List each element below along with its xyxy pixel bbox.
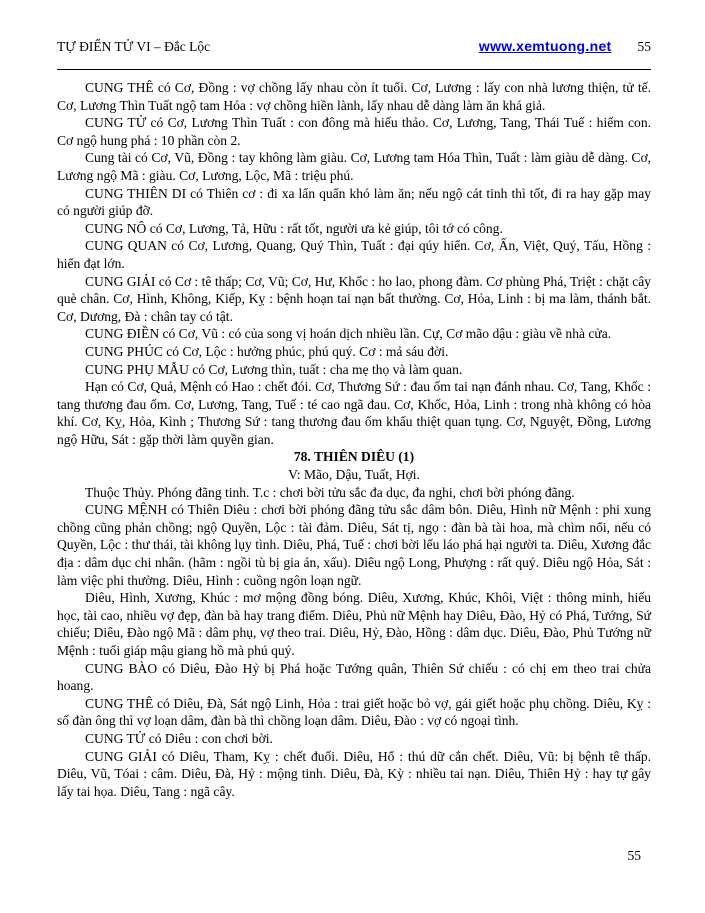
website-link[interactable]: www.xemtuong.net bbox=[478, 38, 612, 54]
document-body bbox=[57, 79, 651, 800]
body-paragraph: Cung tài có Cơ, Vũ, Đồng : tay không làm giàu. Cơ, Lương tam Hóa Thìn, Tuất : làm giàu dễ dàng. Cơ, Lương ngộ Mã : giàu. Cơ, Lương, Lộc, Mã : triệu phú. bbox=[57, 150, 651, 183]
body-paragraph: CUNG NÔ có Cơ, Lương, Tả, Hữu : rất tốt, người ưa kẻ giúp, tôi tớ có công. bbox=[85, 220, 503, 236]
body-paragraph: CUNG THÊ có Diêu, Đà, Sát ngộ Linh, Hỏa : trai giết hoặc bỏ vợ, gái giết hoặc phụ chồng. Diêu, Kỵ : số đàn ông thì vợ loạn dâm, đàn bà thì chồng loạn dâm. Diêu, Đào : vợ có ngoại tình. bbox=[57, 695, 651, 729]
body-paragraph: CUNG ĐIỀN có Cơ, Vũ : có của song vị hoán dịch nhiều lần. Cự, Cơ mão dậu : giàu về nhà cửa. bbox=[85, 326, 612, 342]
body-paragraph: CUNG TỬ có Cơ, Lương Thìn Tuất : con đông mà hiếu thảo. Cơ, Lương, Tang, Thái Tuế : hiếm con. Cơ ngộ hung phá : 10 phần còn 2. bbox=[57, 115, 651, 148]
section-subheading: V: Mão, Dậu, Tuất, Hợi. bbox=[288, 467, 420, 483]
footer-page-number: 55 bbox=[627, 848, 641, 863]
page-header bbox=[57, 38, 651, 55]
body-paragraph: CUNG BÀO có Diêu, Đào Hỷ bị Phá hoặc Tướng quân, Thiên Sứ chiếu : có chị em theo trai chửa hoang. bbox=[57, 660, 651, 694]
body-paragraph: CUNG QUAN có Cơ, Lương, Quang, Quý Thìn, Tuất : đại qúy hiển. Cơ, Ấn, Việt, Quý, Tấu, Hồng : hiển đạt lớn. bbox=[57, 238, 651, 271]
body-paragraph: CUNG MỆNH có Thiên Diêu : chơi bời phóng đãng tửu sắc dâm bôn. Diêu, Hình nữ Mệnh : phi xung chồng cũng phản chồng; ngộ Quyền, Lộc : tài đảm. Diêu, Sát tị, ngọ : đàn bà tài hoa, mà chìm nổi, nếu có Quyền, Lộc : thư thái, tài không lụy tình. Diêu, Phá, Tuế : chơi bời lếu láo phá hại người ta. Diêu, Xương đắc địa : dâm dục chi nhân. (hãm : ngồi tù bị gia án, xấu). Diêu ngộ Long, Phượng : rất quý. Diêu ngộ Hỏa, Sát : làm việc phi thường. Diêu, Hình : cuồng ngôn loạn ngữ. bbox=[57, 502, 651, 588]
body-paragraph: Thuộc Thủy. Phóng đãng tinh. T.c : chơi bời tửu sắc đa dục, đa nghi, chơi bời phóng đãng. bbox=[85, 484, 575, 500]
page-footer bbox=[57, 848, 641, 864]
section-heading: 78. THIÊN DIÊU (1) bbox=[293, 449, 415, 465]
document-title: TỰ ĐIỂN TỬ VI – Đắc Lộc bbox=[57, 39, 211, 54]
body-paragraph: CUNG PHÚC có Cơ, Lộc : hưởng phúc, phú quý. Cơ : mả sáu đời. bbox=[85, 343, 449, 359]
header-divider bbox=[57, 69, 651, 70]
body-paragraph: Diêu, Hình, Xương, Khúc : mơ mộng đồng bóng. Diêu, Xương, Khúc, Khôi, Việt : thông minh, hiếu học, tài cao, nhiều vợ đẹp, đàn bà hay trang điểm. Diêu, Phủ nữ Mệnh hay Diêu, Đào, Hỷ có Phá, Tướng, Sứ chiếu; Diêu, Đào ngộ Mã : dâm phụ, vợ theo trai. Diêu, Hỷ, Đào, Hồng : dâm dục. Diêu, Đào, Phủ Tướng nữ Mệnh : tuổi giáp mậu giang hồ mà phú quý. bbox=[57, 590, 651, 658]
header-page-number: 55 bbox=[637, 39, 651, 54]
header-right-group bbox=[479, 38, 651, 55]
body-paragraph: Hạn có Cơ, Quả, Mệnh có Hao : chết đói. Cơ, Thương Sứ : đau ốm tai nạn đánh nhau. Cơ, Tang, Khốc : tang thương đau ốm. Cơ, Lương, Tang, Tuế : té cao ngã đau. Cơ, Khốc, Hỏa, Linh : trong nhà không có hòa khí. Cơ, Kỵ, Hỏa, Kình ; Thương Sứ : tang thương đau ốm khẩu thiệt quan tụng. Cơ, Nguyệt, Đồng, Lương ngộ Hữu, Sát : gặp thời làm quyền gian. bbox=[57, 379, 651, 447]
body-paragraph: CUNG THIÊN DI có Thiên cơ : đi xa lẩn quẩn khó làm ăn; nếu ngộ cát tinh thì tốt, đi ra hay gặp may có người giúp đỡ. bbox=[57, 185, 651, 219]
body-paragraph: CUNG GIẢI có Diêu, Tham, Kỵ : chết đuối. Diêu, Hổ : thú dữ cắn chết. Diêu, Vũ: bị bệnh tê thấp. Diêu, Vũ, Tóai : câm. Diêu, Đà, Hỷ : mộng tinh. Diêu, Đà, Kỳ : nhiều tai nạn. Diêu, Thiên Hỷ : hay tự gây lấy tai họa. Diêu, Tang : ngã cây. bbox=[57, 748, 651, 799]
body-paragraph: CUNG PHỤ MẪU có Cơ, Lương thìn, tuất : cha mẹ thọ và làm quan. bbox=[85, 361, 463, 377]
body-paragraph: CUNG TỬ có Diêu : con chơi bời. bbox=[85, 730, 273, 746]
body-paragraph: CUNG GIẢI có Cơ : tê thấp; Cơ, Vũ; Cơ, Hư, Khốc : ho lao, phong đàm. Cơ phùng Phá, Triệt : chặt cây què chân. Cơ, Hình, Không, Kiếp, Kỵ : bệnh hoạn tai nạn bất thường. Cơ, Hỏa, Linh : bị ma làm, thánh bắt. Cơ, Dương, Đà : chân tay có tật. bbox=[57, 273, 651, 324]
body-paragraph: CUNG THÊ có Cơ, Đồng : vợ chồng lấy nhau còn ít tuổi. Cơ, Lương : lấy con nhà lương thiện, tử tế. Cơ, Lương Thìn Tuất ngộ tam Hóa : vợ chồng hiền lành, lấy nhau dễ dàng làm ăn khá giả. bbox=[57, 80, 651, 113]
